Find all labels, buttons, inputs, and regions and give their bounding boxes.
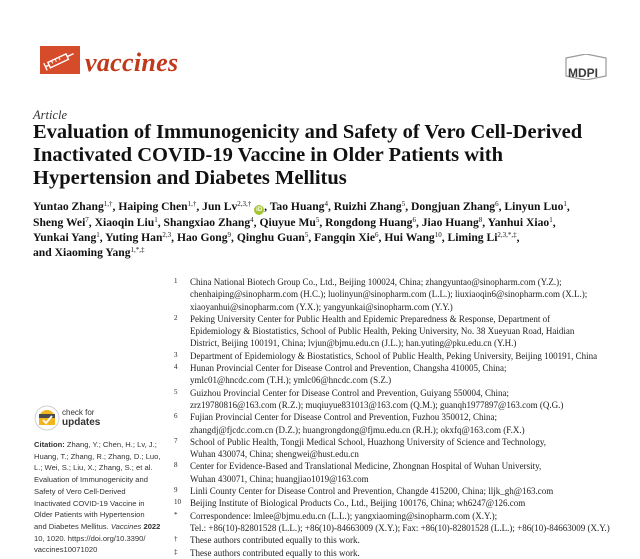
author-name[interactable]: Qiuyue Mu — [259, 216, 316, 229]
affiliation-text: zrz19780816@163.com (R.Z.); muqiuyue831013@163.com (Q.M.); guanqh1977897@163.com (Q.G.) — [190, 399, 564, 410]
citation-line: L.; Wei, S.; Liu, X.; Zhang, S.; et al. — [34, 463, 153, 473]
article-title — [33, 121, 623, 190]
affiliation-line — [174, 325, 624, 337]
author-name[interactable]: Yuntao Zhang — [33, 200, 104, 213]
article-type: Article — [33, 108, 68, 122]
citation-text: Zhang, Y.; Chen, H.; Lv, J.; — [64, 440, 157, 449]
author-affiliation-marker: 8 — [478, 216, 483, 224]
title-line: Inactivated COVID-19 Vaccine in Older Patients with — [33, 144, 503, 166]
check-for-updates-icon[interactable] — [34, 405, 60, 431]
author-affiliation-marker: 1 — [96, 231, 100, 239]
title-line: Evaluation of Immunogenicity and Safety of Vero Cell-Derived — [33, 121, 583, 143]
affiliation-text: Epidemiology & Biostatistics, School of Public Health, Peking University, No. 38 Xueyuan Road, Haidian — [190, 326, 575, 337]
affiliation-line — [174, 534, 624, 546]
author-name[interactable]: Yunkai Yang — [33, 231, 97, 244]
author-name[interactable]: Xiaoming Yang — [54, 246, 131, 259]
author-line: Yunkai Yang$^1$, Yuting Han$^{2,3}$, Hao Gong$^9$, Qinghu Guan$^5$, Fangqin Xie$^6$, Hui Wang$^{10}$, Liming $Li^{2,3,*,\ddagger}$, — [33, 231, 520, 244]
affiliation-line — [174, 301, 624, 313]
affiliation-line — [174, 473, 624, 485]
author-affiliation-marker: 1,† — [187, 200, 197, 208]
author-affiliation-marker: 2,3,† — [237, 200, 252, 208]
author-affiliation-marker: 1,*,‡ — [130, 246, 145, 254]
author-affiliation-marker: 1 — [549, 216, 553, 224]
affiliation-text: Hunan Provincial Center for Disease Control and Prevention, Changsha 410005, China; — [190, 363, 507, 374]
affiliation-line — [174, 399, 624, 411]
affiliation-number: * — [174, 510, 178, 519]
author-name[interactable]: Ruizhi Zhang — [333, 200, 402, 213]
check-for-updates-line1[interactable]: check for — [62, 408, 95, 417]
affiliation-line — [174, 288, 624, 300]
title-line: Hypertension and Diabetes Mellitus — [33, 167, 347, 189]
affiliation-number: 10 — [174, 498, 181, 507]
affiliation-text: Wuhan 430074, China; shengwei@hust.edu.cn — [190, 449, 359, 460]
author-affiliation-marker: 6 — [495, 200, 499, 208]
author-line: Yuntao Zhang$^{1,\dagger}$, Haiping Chen$^{1,\dagger}$, Jun $Lv^{2,3,\dagger}$ iD , Tao Huang$^4$, Ruizhi Zhang$^5$, Dongjuan Zhang$^6$, Linyun Luo$^1$, — [33, 200, 570, 213]
affiliation-text: These authors contributed equally to this work. — [190, 535, 360, 546]
author-affiliation-marker: 9 — [227, 231, 232, 239]
affiliation-line — [174, 313, 624, 325]
citation-doi-line[interactable]: 10, 1020. https://doi.org/10.3390/ — [34, 533, 146, 543]
author-affiliation-marker: 5 — [401, 200, 406, 208]
affiliation-number: 5 — [174, 387, 178, 396]
citation-label: Citation: — [34, 440, 65, 449]
citation-line: Evaluation of Immunogenicity and — [34, 475, 148, 485]
citation-line: Older Patients with Hypertension — [34, 510, 145, 520]
author-affiliation-marker: 4 — [250, 216, 254, 224]
author-name[interactable]: Qinghu Guan — [236, 231, 305, 244]
affiliation-line — [174, 522, 624, 534]
author-name[interactable]: Xiaoqin Liu — [94, 216, 155, 229]
author-name[interactable]: Yuting Han — [105, 231, 163, 244]
author-name[interactable]: Dongjuan Zhang — [411, 200, 496, 213]
affiliation-number: 9 — [174, 486, 178, 495]
author-name[interactable]: Sheng Wei — [33, 216, 86, 229]
citation-line: Huang, T.; Zhang, R.; Zhang, D.; Luo, — [34, 451, 161, 461]
affiliation-line — [174, 547, 624, 559]
author-name[interactable]: Jiao Huang — [421, 216, 479, 229]
affiliation-line — [174, 510, 624, 522]
affiliation-text: chenhaiping@sinopharm.com (H.C.); luolinyun@sinopharm.com (L.L.); liuxiaoqin6@sinopharm.com (X.L.); — [190, 289, 588, 300]
affiliation-number: 7 — [174, 436, 178, 445]
affiliation-text: Beijing Institute of Biological Products Co., Ltd., Beijing 100176, China; wh6247@126.com — [190, 498, 526, 509]
citation-line: Safety of Vero Cell-Derived — [34, 486, 126, 496]
author-line: Sheng Wei$^7$, Xiaoqin Liu$^1$, Shangxiao Zhang$^4$, Qiuyue Mu$^5$, Rongdong Huang$^6$, Jiao Huang$^8$, Yanhui Xiao$^1$, — [33, 216, 556, 229]
affiliation-text: Wuhan 430071, China; huangjiao1019@163.com — [190, 473, 369, 484]
affiliation-text: Peking University Center for Public Health and Epidemic Preparedness & Response, Department of — [190, 313, 551, 324]
affiliation-text: Fujian Provincial Center for Disease Control and Prevention, Fuzhou 350012, China; — [190, 412, 497, 423]
affiliation-number: 4 — [174, 363, 178, 372]
author-affiliation-marker: 1,† — [103, 200, 113, 208]
affiliation-text: China National Biotech Group Co., Ltd., Beijing 100024, China; zhangyuntao@sinopharm.com (Y.Z.); — [190, 277, 562, 287]
affiliation-line — [174, 337, 624, 349]
author-affiliation-marker: 6 — [412, 216, 416, 224]
author-affiliation-marker: 1 — [563, 200, 567, 208]
author-affiliation-marker: 7 — [85, 216, 89, 224]
author-line — [33, 245, 623, 260]
affiliation-number: 2 — [174, 313, 178, 322]
check-for-updates-line2[interactable]: updates — [62, 417, 101, 428]
citation-journal: Vaccines — [110, 521, 142, 531]
affiliation-number: † — [174, 535, 178, 544]
citation-block — [34, 439, 174, 556]
affiliation-line — [174, 497, 624, 509]
author-prefix: and — [33, 246, 55, 259]
author-affiliation-marker: 2,3 — [162, 231, 172, 239]
affiliation-text: xiaoyanhui@sinopharm.com (Y.X.); yangyunkai@sinopharm.com (Y.Y.) — [190, 301, 453, 312]
author-name[interactable]: Linyun Luo — [504, 200, 564, 213]
syringe-logo-icon — [40, 46, 80, 74]
author-affiliation-marker: 10 — [434, 231, 442, 239]
citation-doi-tail[interactable]: vaccines10071020 — [34, 545, 98, 555]
affiliation-text: Linli County Center for Disease Control and Prevention, Changde 415200, China; lljk_gh@163.com — [190, 486, 554, 497]
affiliation-text: These authors contributed equally to this work. — [190, 547, 360, 558]
affiliation-line — [174, 424, 624, 436]
affiliation-text: Department of Epidemiology & Biostatistics, School of Public Health, Peking University, Beijing 100191, China — [190, 350, 598, 361]
author-name[interactable]: Yanhui Xiao — [487, 216, 550, 229]
affiliation-line — [174, 350, 624, 362]
citation-text: and Diabetes Mellitus. — [34, 521, 111, 531]
affiliation-text: Center for Evidence-Based and Translational Medicine, Zhongnan Hospital of Wuhan University, — [190, 461, 542, 472]
citation-line — [34, 521, 174, 533]
affiliation-text: zhangdj@fjcdc.com.cn (D.Z.); huangrongdong@fjmu.edu.cn (R.H.); okxfq@163.com (F.X.) — [190, 424, 525, 435]
author-list — [33, 199, 623, 260]
affiliation-line — [174, 411, 624, 423]
author-affiliation-marker: 6 — [375, 231, 379, 239]
affiliation-line — [174, 460, 624, 472]
affiliation-number: 6 — [174, 412, 178, 421]
affiliation-line — [174, 362, 624, 374]
citation-line — [34, 439, 174, 451]
affiliation-line — [174, 387, 624, 399]
affiliation-text: Correspondence: lmlee@bjmu.edu.cn (L.L.); yangxiaoming@sinopharm.com (X.Y.); — [190, 510, 498, 521]
author-affiliation-marker: 1 — [154, 216, 158, 224]
affiliation-text: Tel.: +86(10)-82801528 (L.L.); +86(10)-84663009 (X.Y.); Fax: +86(10)-82801528 (L.L.); +86(10)-84663009 (X.Y.) — [190, 522, 610, 533]
affiliation-line — [174, 276, 624, 288]
author-name[interactable]: Fangqin Xie — [314, 231, 376, 244]
author-name[interactable]: Hui Wang — [384, 231, 435, 244]
author-name[interactable]: Tao Huang — [269, 200, 325, 213]
affiliation-text: School of Public Health, Tongji Medical School, Huazhong University of Science and Technology, — [190, 436, 547, 447]
affiliation-text: District, Beijing 100191, China; lvjun@bjmu.edu.cn (J.L.); han.yuting@pku.edu.cn (Y.H.) — [190, 338, 517, 349]
affiliation-list — [174, 276, 624, 559]
affiliation-number: 1 — [174, 277, 178, 285]
journal-name: vaccines — [85, 48, 179, 77]
author-name[interactable]: Jun Lv — [202, 200, 238, 213]
affiliation-number: ‡ — [174, 547, 178, 556]
author-name[interactable]: Shangxiao Zhang — [163, 216, 251, 229]
author-name[interactable]: Liming Li — [447, 231, 498, 244]
affiliation-line — [174, 436, 624, 448]
affiliation-line — [174, 374, 624, 386]
author-affiliation-marker: 5 — [304, 231, 309, 239]
citation-year: 2022 — [141, 521, 161, 531]
affiliation-number: 3 — [174, 350, 178, 359]
citation-line: Inactivated COVID-19 Vaccine in — [34, 498, 145, 508]
author-name[interactable]: Rongdong Huang — [325, 216, 413, 229]
author-name[interactable]: Hao Gong — [176, 231, 228, 244]
affiliation-number: 8 — [174, 461, 178, 470]
publisher-name: MDPI — [568, 66, 598, 80]
author-affiliation-marker: 4 — [324, 200, 328, 208]
affiliation-text: Guizhou Provincial Center for Disease Control and Prevention, Guiyang 550004, China; — [190, 387, 509, 398]
author-name[interactable]: Haiping Chen — [118, 200, 188, 213]
affiliation-text: ymlc01@hncdc.com (T.H.); ymlc06@hncdc.com (S.Z.) — [190, 375, 392, 386]
affiliation-line — [174, 485, 624, 497]
affiliation-line — [174, 448, 624, 460]
author-affiliation-marker: 5 — [315, 216, 320, 224]
orcid-icon[interactable]: iD — [256, 207, 263, 213]
author-affiliation-marker: 2,3,*,‡ — [497, 231, 517, 239]
